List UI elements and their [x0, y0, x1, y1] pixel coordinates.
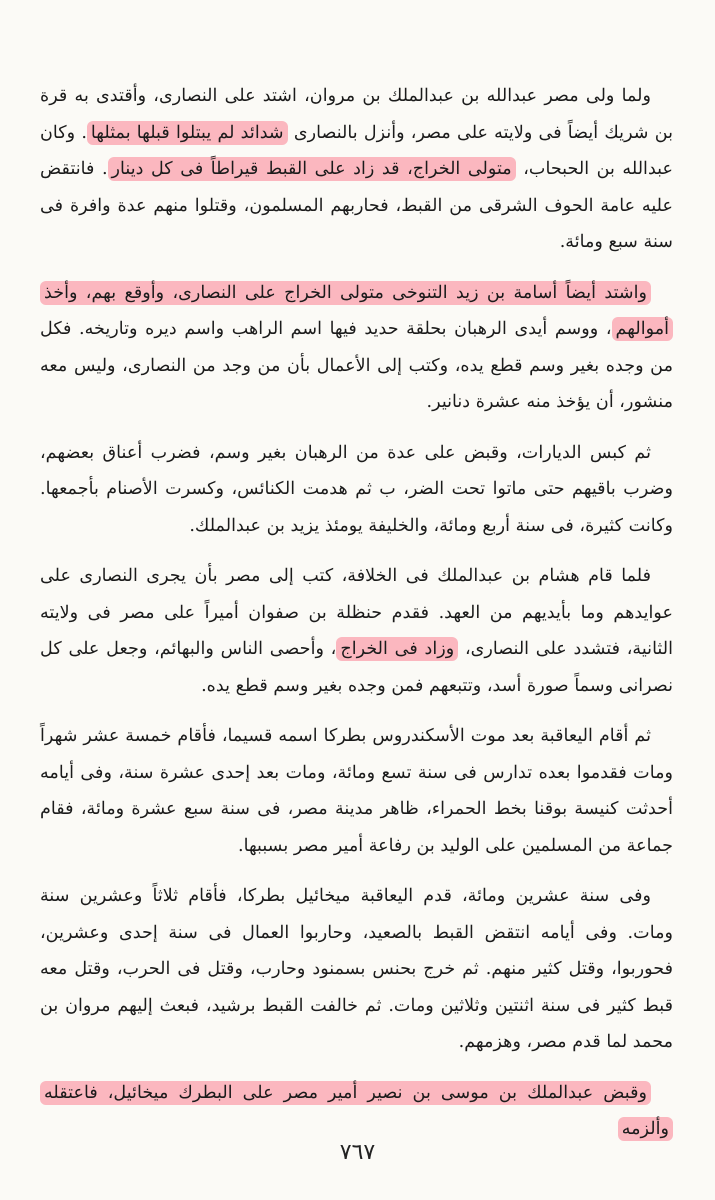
- paragraph: [40, 275, 673, 421]
- text-segment: ثم كبس الديارات، وقبض على عدة من الرهبان بغير وسم، فضرب أعناق بعضهم، وضرب باقيهم حتى ماتوا تحت الضر، ب ثم هدمت الكنائس، وكسرت الأصنام بأجمعها. وكانت كثيرة، فى سنة أربع ومائة، والخليفة يومئذ يزيد بن عبدالملك.: [40, 442, 673, 536]
- paragraph: [40, 78, 673, 261]
- highlighted-text: وزاد فى الخراج: [336, 637, 458, 661]
- text-segment: ، وأحصى الناس والبهائم، وجعل على كل نصرانى وسماً صورة أسد، وتتبعهم فمن وجده بغير وسم قطع يده.: [40, 639, 673, 696]
- body-text: [40, 78, 673, 1148]
- paragraph: [40, 558, 673, 704]
- text-segment: . فانتقض عليه عامة الحوف الشرقى من القبط، فحاربهم المسلمون، وقتلوا منهم عدة وافرة فى سنة سبع ومائة.: [40, 159, 673, 252]
- highlighted-text: وقبض عبدالملك بن موسى بن نصير أمير مصر على البطرك ميخائيل، فاعتقله وألزمه: [40, 1081, 673, 1142]
- paragraph: [40, 718, 673, 864]
- text-segment: ولما ولى مصر عبدالله بن عبدالملك بن مروان، اشتد على النصارى، وأقتدى به قرة بن شريك أيضاً فى ولايته على مصر، وأنزل بالنصارى: [40, 86, 673, 143]
- highlighted-text: متولى الخراج، قد زاد على القبط قيراطاً فى كل دينار: [108, 157, 516, 181]
- text-segment: ، ووسم أيدى الرهبان بحلقة حديد فيها اسم الراهب واسم ديره وتاريخه. فكل من وجده بغير وسم قطع يده، وكتب إلى الأعمال بأن من وجد من النصارى، وليس معه منشور، أن يؤخذ منه عشرة دنانير.: [40, 319, 673, 412]
- highlighted-text: واشتد أيضاً أسامة بن زيد التنوخى متولى الخراج على النصارى، وأوقع بهم، وأخذ أموالهم: [40, 281, 673, 342]
- text-segment: وفى سنة عشرين ومائة، قدم اليعاقبة ميخائيل بطركا، فأقام ثلاثاً وعشرين سنة ومات. وفى أيامه انتقض القبط بالصعيد، وحاربوا العمال فى سنة إحدى وعشرين، فحوربوا، وقتل كثير منهم. ثم خرج بحنس بسمنود وحارب، وقتل فى الحرب، وقتل معه قبط كثير فى سنة اثنتين وثلاثين ومات. ثم خالفت القبط برشيد، فبعث إليهم مروان بن محمد لما قدم مصر، وهزمهم.: [40, 886, 673, 1052]
- page-number: ٧٦٧: [339, 1140, 376, 1165]
- paragraph: [40, 435, 673, 545]
- paragraph: [40, 1075, 673, 1148]
- highlighted-text: شدائد لم يبتلوا قبلها بمثلها: [87, 121, 288, 145]
- text-segment: . وكان عبدالله بن الحبحاب،: [40, 122, 673, 179]
- text-segment: ثم أقام اليعاقبة بعد موت الأسكندروس بطركا اسمه قسيما، فأقام خمسة عشر شهراً ومات فقدموا بعده تدارس فى سنة تسع ومائة، ومات بعد إحدى عشرة سنة، وفى أيامه أحدثت كنيسة بوقنا بخط الحمراء، ظاهر مدينة مصر، فى سنة سبع عشرة ومائة، فقام جماعة من المسلمين على الوليد بن رفاعة أمير مصر بسببها.: [40, 726, 673, 856]
- paragraph: [40, 878, 673, 1061]
- text-segment: فلما قام هشام بن عبدالملك فى الخلافة، كتب إلى مصر بأن يجرى النصارى على عوايدهم وما بأيديهم من العهد. فقدم حنظلة بن صفوان أميراً على مصر فى ولايته الثانية، فتشدد على النصارى،: [40, 566, 673, 659]
